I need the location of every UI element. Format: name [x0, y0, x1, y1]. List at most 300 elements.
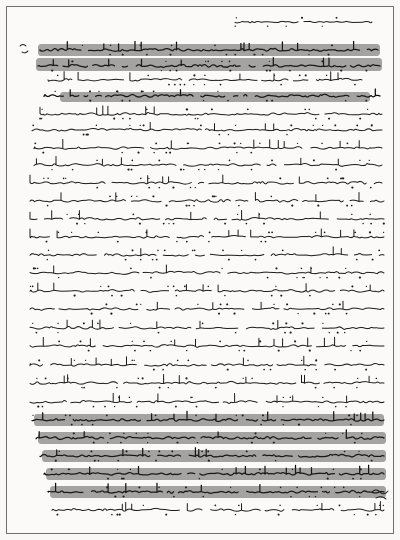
ink-dot: [196, 406, 198, 408]
ink-dot: [71, 232, 72, 233]
heavy-ink-regions: [34, 44, 386, 498]
handwritten-line: [30, 247, 384, 256]
ink-dot: [37, 406, 39, 408]
ink-dot: [327, 177, 329, 179]
ink-dot: [184, 84, 186, 86]
ink-dot: [140, 125, 141, 126]
ink-dot: [93, 406, 95, 408]
ink-dot: [176, 295, 178, 297]
ink-dot: [97, 323, 99, 325]
handwritten-line: [52, 502, 384, 512]
ink-dot: [165, 205, 167, 207]
ink-dot: [174, 84, 176, 86]
ink-dot: [329, 332, 330, 333]
dark-ink-patch: [36, 58, 382, 71]
ink-dot: [351, 205, 353, 207]
dark-ink-patch: [38, 44, 380, 56]
ink-dot: [121, 152, 122, 153]
ink-dot: [118, 396, 120, 398]
ink-dot: [188, 205, 190, 207]
ink-dot: [88, 350, 90, 352]
ink-dot: [47, 178, 48, 179]
ink-dot: [74, 295, 76, 297]
ink-dot: [224, 295, 225, 296]
ink-dot: [57, 75, 59, 77]
ink-dot: [265, 241, 267, 243]
ink-dot: [260, 241, 262, 243]
ink-dot: [153, 369, 155, 371]
dark-ink-patch: [42, 450, 386, 462]
ink-dot: [263, 223, 265, 225]
ink-dot: [255, 259, 257, 261]
ink-dot: [148, 187, 150, 189]
ink-dot: [55, 91, 56, 92]
ink-dot: [168, 387, 169, 388]
ink-dot: [325, 313, 327, 315]
ink-dot: [370, 187, 372, 189]
ink-dot: [379, 505, 380, 506]
ink-dot: [168, 84, 170, 86]
ink-dot: [192, 250, 194, 252]
dark-ink-patch: [34, 414, 384, 426]
ink-dot: [351, 214, 352, 215]
ink-dot: [188, 143, 189, 144]
ink-dot: [198, 169, 199, 170]
ink-dot: [259, 340, 261, 342]
ink-dot: [369, 231, 371, 233]
ink-dot: [315, 387, 317, 389]
ink-dot: [234, 25, 235, 26]
ink-dot: [326, 277, 328, 279]
ink-dot: [57, 323, 58, 324]
ink-dot: [76, 223, 78, 225]
ink-dot: [140, 304, 141, 305]
ink-dot: [328, 313, 330, 315]
ink-dot: [193, 74, 195, 76]
ink-dot: [346, 205, 348, 207]
ink-dot: [100, 286, 101, 287]
ink-dot: [284, 332, 286, 334]
ink-dot: [286, 303, 288, 305]
ink-dot: [366, 286, 367, 287]
ink-dot: [227, 369, 229, 371]
ink-dot: [318, 406, 319, 407]
ink-dot: [65, 178, 66, 179]
ink-dot: [170, 341, 172, 343]
dark-ink-patch: [46, 468, 386, 480]
ink-dot: [339, 504, 341, 506]
ink-dot: [367, 109, 368, 110]
ink-dot: [333, 387, 335, 389]
ink-dot: [326, 75, 327, 76]
ink-dot: [356, 124, 358, 126]
ink-dot: [111, 514, 113, 516]
ink-dot: [299, 75, 301, 77]
handwritten-line: [32, 122, 382, 131]
ink-dot: [291, 205, 293, 207]
ink-dot: [218, 169, 219, 170]
ink-dot: [110, 313, 112, 315]
ink-dot: [315, 369, 317, 371]
ink-dot: [355, 232, 357, 234]
ink-dot: [176, 241, 177, 242]
ink-dot: [279, 505, 280, 506]
ink-dot: [163, 223, 165, 225]
ink-dot: [313, 313, 315, 315]
ink-dot: [322, 26, 323, 27]
ink-dot: [132, 341, 133, 342]
ink-dot: [209, 231, 211, 233]
ink-dot: [219, 341, 221, 343]
handwritten-line: [43, 72, 362, 82]
ink-dot: [193, 84, 194, 85]
ink-dot: [42, 152, 44, 154]
ink-dot: [96, 125, 97, 126]
ink-dot: [350, 350, 351, 351]
ink-dot: [167, 286, 168, 287]
ink-dot: [208, 286, 210, 288]
ink-dot: [359, 118, 361, 120]
ink-dot: [259, 143, 260, 144]
ink-dot: [263, 369, 265, 371]
handwritten-line: [34, 157, 382, 167]
ink-dot: [283, 397, 284, 398]
ink-dot: [129, 397, 130, 398]
ink-dot: [239, 350, 240, 351]
ink-dot: [270, 369, 272, 371]
ink-dot: [58, 340, 60, 342]
ink-dot: [224, 223, 226, 225]
ink-dot: [213, 195, 215, 197]
ink-dot: [127, 169, 129, 171]
ink-dot: [235, 125, 236, 126]
ink-dot: [320, 277, 321, 278]
ink-dot: [271, 232, 273, 234]
ink-dot: [143, 124, 145, 126]
ink-dot: [134, 360, 135, 361]
ink-dot: [36, 332, 38, 334]
ink-dot: [134, 350, 136, 352]
ink-dot: [345, 268, 346, 269]
ink-dot: [280, 295, 282, 297]
ink-dot: [376, 378, 378, 380]
handwritten-line: [30, 393, 384, 403]
ink-dot: [336, 17, 338, 19]
ink-dot: [315, 232, 316, 233]
ink-dot: [51, 169, 52, 170]
ink-dot: [315, 118, 317, 120]
ink-dot: [383, 232, 384, 233]
ink-dot: [285, 322, 287, 324]
ink-dot: [267, 277, 269, 279]
ink-dot: [366, 341, 367, 342]
ink-dot: [197, 118, 198, 119]
ink-dot: [339, 303, 341, 305]
ink-dot: [116, 196, 117, 197]
ink-dot: [131, 196, 132, 197]
ink-dot: [328, 118, 330, 120]
ink-dot: [271, 196, 273, 198]
ink-dot: [235, 514, 236, 515]
ink-dot: [301, 268, 303, 270]
ink-dot: [184, 286, 186, 288]
ink-dot: [131, 160, 133, 162]
ink-dot: [173, 286, 175, 288]
ink-dot: [140, 178, 142, 180]
ink-dot: [378, 250, 380, 252]
ink-dot: [317, 505, 318, 506]
ink-dot: [356, 259, 358, 261]
ink-dot: [162, 369, 164, 371]
ink-dot: [177, 360, 179, 362]
ink-dot: [250, 152, 252, 154]
ink-dot: [30, 286, 31, 287]
ink-dot: [98, 91, 99, 92]
ink-dot: [202, 323, 204, 325]
ink-dot: [186, 205, 188, 207]
ink-dot: [346, 313, 348, 315]
ink-dot: [34, 143, 36, 145]
ink-dot: [322, 397, 323, 398]
ink-dot: [251, 378, 253, 380]
ink-dot: [218, 313, 220, 315]
ink-dot: [282, 406, 283, 407]
ink-dot: [147, 75, 149, 77]
ink-dot: [67, 377, 69, 379]
ink-dot: [38, 359, 40, 361]
ink-dot: [150, 350, 152, 352]
ink-dot: [345, 406, 347, 408]
ink-dot: [129, 118, 131, 120]
ink-dot: [165, 152, 167, 154]
ink-dot: [74, 360, 75, 361]
ink-dot: [86, 134, 88, 136]
ink-dot: [105, 303, 107, 305]
ink-dot: [304, 277, 305, 278]
ink-dot: [109, 196, 111, 198]
ink-dot: [236, 17, 237, 18]
ink-dot: [193, 205, 195, 207]
handwritten-line: [23, 229, 384, 238]
ink-dot: [234, 142, 236, 144]
ink-dot: [81, 387, 82, 388]
ink-dot: [72, 169, 74, 171]
ink-dot: [356, 387, 357, 388]
ink-dot: [290, 332, 292, 334]
ink-dot: [187, 360, 189, 362]
ink-dot: [186, 350, 187, 351]
ink-dot: [304, 109, 306, 111]
ink-dot: [111, 295, 113, 297]
ink-dot: [309, 109, 311, 111]
ink-dot: [173, 223, 175, 225]
handwritten-line: [30, 175, 382, 184]
ink-dot: [159, 387, 161, 389]
ink-dot: [152, 259, 154, 261]
ink-dot: [129, 125, 130, 126]
ink-dot: [130, 323, 131, 324]
ink-dot: [311, 268, 312, 269]
ink-dot: [190, 187, 191, 188]
ink-dot: [280, 84, 282, 86]
ink-dot: [143, 341, 145, 343]
ink-dot: [197, 304, 198, 305]
ink-dot: [136, 406, 138, 408]
ink-dot: [226, 303, 228, 305]
handwritten-line: [30, 375, 384, 385]
ink-dot: [351, 285, 353, 287]
ink-dot: [359, 277, 361, 279]
handwritten-line: [30, 337, 384, 347]
ink-dot: [344, 332, 345, 333]
ink-dot: [321, 143, 323, 145]
ink-dot: [359, 350, 361, 352]
ink-dot: [275, 267, 277, 269]
ink-dot: [371, 124, 373, 126]
ink-dot: [48, 250, 49, 251]
ink-dot: [131, 169, 133, 171]
ink-dot: [156, 259, 158, 261]
ink-dot: [334, 124, 336, 126]
ink-dot: [152, 195, 154, 197]
dark-ink-patch: [50, 486, 386, 498]
ink-dot: [195, 187, 196, 188]
handwritten-line: [30, 265, 384, 274]
handwritten-line: [40, 106, 382, 115]
ink-dot: [165, 514, 167, 516]
ink-dot: [58, 232, 59, 233]
ink-dot: [200, 124, 202, 126]
ink-dot: [334, 369, 336, 371]
ink-dot: [215, 196, 216, 197]
ink-dot: [294, 340, 296, 342]
handwritten-line: [30, 211, 384, 221]
ink-dot: [278, 350, 280, 352]
ink-dot: [186, 241, 188, 243]
ink-dot: [116, 91, 118, 93]
ink-dot: [272, 322, 274, 324]
ink-dot: [146, 109, 148, 111]
ink-dot: [183, 169, 184, 170]
ink-dot: [322, 125, 323, 126]
ink-dot: [342, 177, 344, 179]
ink-dot: [42, 406, 44, 408]
ink-dot: [140, 259, 142, 261]
ink-dot: [136, 303, 138, 305]
dark-ink-patch: [60, 92, 370, 102]
ink-dot: [309, 295, 311, 297]
ink-dot: [235, 332, 237, 334]
ink-dot: [286, 26, 287, 27]
ink-dot: [322, 323, 323, 324]
ink-dot: [47, 205, 49, 207]
ink-dot: [301, 360, 302, 361]
handwritten-line: [235, 21, 372, 22]
ink-dot: [375, 514, 377, 516]
ink-dot: [324, 232, 326, 234]
ink-dot: [247, 360, 249, 362]
ink-dot: [56, 514, 58, 516]
ink-dot: [273, 304, 274, 305]
ink-dot: [221, 268, 222, 269]
ink-dot: [91, 313, 93, 315]
ink-dot: [228, 134, 229, 135]
ink-dot: [243, 378, 244, 379]
ink-dot: [46, 241, 48, 243]
ink-dot: [354, 84, 356, 86]
ink-dot: [148, 178, 149, 179]
ink-dot: [35, 268, 37, 270]
ink-dot: [121, 295, 123, 297]
ink-dot: [309, 350, 311, 352]
ink-dot: [304, 369, 306, 371]
ink-dot: [211, 108, 213, 110]
ink-dot: [219, 143, 221, 145]
ink-dot: [204, 75, 206, 77]
ink-dot: [337, 332, 339, 334]
ink-dot: [259, 214, 260, 215]
ink-dot: [143, 505, 144, 506]
ink-dot: [357, 378, 358, 379]
ink-dot: [32, 125, 34, 127]
ink-dot: [80, 340, 82, 342]
ink-dot: [172, 187, 174, 189]
ink-dot: [36, 378, 37, 379]
ink-dot: [63, 178, 65, 180]
ink-dot: [208, 241, 209, 242]
ink-dot: [313, 159, 315, 161]
ink-dot: [41, 118, 42, 119]
handwritten-line: [30, 320, 384, 329]
ink-dot: [96, 160, 98, 162]
ink-dot: [220, 303, 222, 305]
ink-dot: [338, 277, 340, 279]
ink-dot: [302, 277, 303, 278]
ink-dot: [274, 75, 275, 76]
ink-dot: [157, 250, 159, 252]
ink-dot: [85, 360, 86, 361]
ink-dot: [247, 109, 249, 111]
ink-dot: [222, 250, 224, 252]
handwritten-line: [30, 301, 384, 310]
ink-dot: [78, 214, 79, 215]
ink-dot: [313, 125, 314, 126]
ink-dot: [84, 223, 85, 224]
ink-dot: [297, 143, 298, 144]
ink-dot: [243, 350, 245, 352]
ink-dot: [359, 160, 360, 161]
ink-dot: [370, 223, 372, 225]
ink-dot: [159, 187, 161, 189]
ink-dot: [240, 143, 241, 144]
ink-dot: [83, 134, 85, 136]
ink-dot: [362, 223, 363, 224]
ink-dot: [369, 214, 371, 216]
ink-dot: [132, 249, 134, 251]
ink-dot: [39, 118, 41, 120]
ink-dot: [116, 514, 118, 516]
ink-dot: [275, 286, 276, 287]
margin-mark: [20, 45, 28, 53]
ink-dot: [271, 295, 273, 297]
ink-dot: [194, 250, 196, 252]
ink-dot: [233, 313, 235, 315]
dark-ink-patch: [38, 432, 386, 444]
ink-dot: [271, 159, 273, 161]
ink-dot: [332, 304, 334, 306]
handwritten-line: [30, 283, 384, 292]
ink-dot: [37, 268, 38, 269]
